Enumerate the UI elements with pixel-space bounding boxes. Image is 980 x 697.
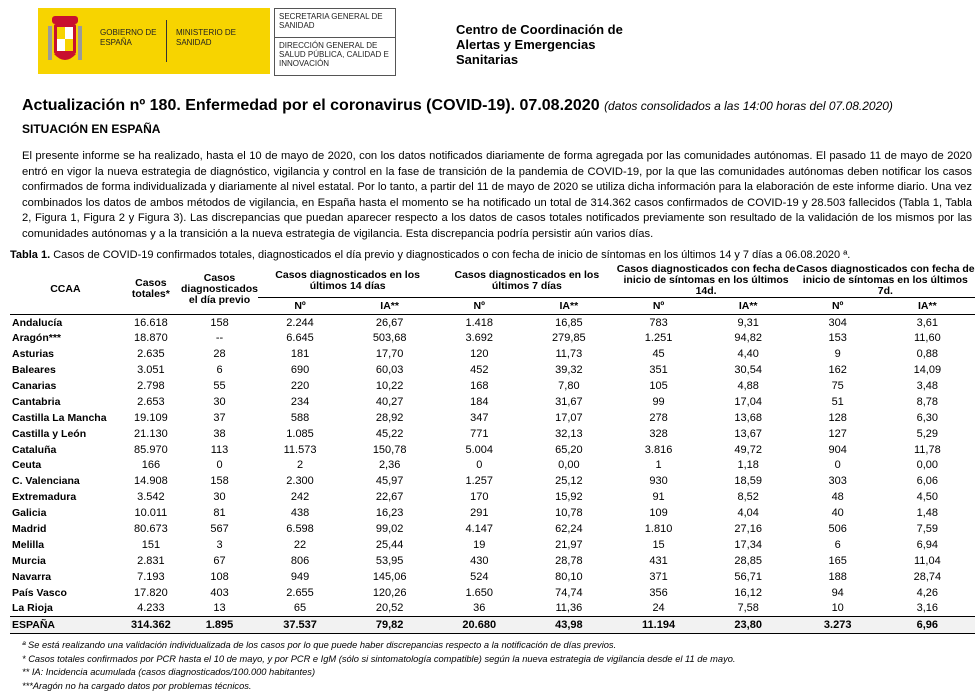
- table-cell: 99,02: [375, 523, 404, 536]
- table-cell: 2.798: [137, 380, 165, 392]
- ccaa-name: Madrid: [12, 523, 47, 536]
- table-cell: 51: [831, 395, 844, 408]
- table-cell: 65: [293, 602, 307, 615]
- table-row: [10, 410, 975, 426]
- table-cell: 37: [213, 411, 226, 424]
- gobierno-logo: [38, 8, 270, 74]
- ccaa-name: Navarra: [12, 570, 52, 583]
- table-row: [10, 601, 975, 617]
- table-cell: 28: [213, 348, 226, 361]
- table-cell: 9,31: [737, 316, 759, 329]
- table-cell: 4.147: [465, 523, 494, 536]
- title-main: Actualización nº 180. Enfermedad por el coronavirus (COVID-19). 07.08.2020: [22, 97, 600, 114]
- table-cell: 506: [828, 523, 847, 536]
- logo-divider: [166, 20, 167, 62]
- table-cell: 1.810: [644, 523, 673, 536]
- table-cell: 0,00: [916, 459, 939, 472]
- table-cell: 806: [290, 554, 310, 567]
- header-ia: IA**: [880, 298, 975, 315]
- table-cell: 328: [649, 427, 668, 440]
- table-cell: 188: [828, 570, 847, 583]
- table-row: [10, 315, 975, 331]
- table-cell: 6,94: [916, 538, 939, 551]
- table-cell: 91: [652, 491, 665, 504]
- table-cell: 3,48: [916, 380, 939, 392]
- table-cell: 99: [652, 395, 665, 408]
- table-cell: 21.130: [134, 427, 168, 440]
- table-cell: 1.085: [286, 427, 314, 440]
- table-cell: 15,92: [555, 491, 583, 504]
- table-cell: 4,88: [737, 380, 759, 392]
- total-cell: 11.194: [616, 616, 700, 633]
- table-cell: 24: [652, 602, 665, 615]
- table-cell: 3.542: [137, 491, 165, 504]
- table-cell: 22,67: [375, 491, 404, 504]
- ccaa-name: Andalucía: [12, 316, 63, 329]
- table-cell: 0: [834, 459, 841, 472]
- ccaa-name: Baleares: [12, 364, 56, 377]
- footnotes: [22, 639, 735, 693]
- table-cell: 14,09: [913, 364, 942, 377]
- centro-label: Centro de Coordinación de Alertas y Emergencias Sanitarias: [456, 22, 623, 67]
- table-row: [10, 362, 975, 378]
- table-row: [10, 394, 975, 410]
- document-header: [0, 0, 980, 85]
- total-row: [10, 616, 975, 633]
- table-cell: 45,97: [375, 475, 404, 488]
- table-cell: 80.673: [134, 523, 168, 536]
- table-cell: 7.193: [137, 570, 165, 583]
- table-cell: 1.251: [644, 332, 673, 345]
- table-cell: 8,78: [916, 395, 939, 408]
- table-cell: 30: [213, 491, 226, 504]
- table-cell: 304: [828, 316, 847, 329]
- table-cell: 930: [649, 475, 668, 488]
- table-cell: 105: [649, 380, 668, 392]
- table-row: [10, 489, 975, 505]
- table-cell: 28,74: [913, 570, 942, 583]
- table-cell: 690: [290, 364, 310, 377]
- table-cell: 371: [649, 570, 668, 583]
- table-cell: 3.692: [465, 332, 494, 345]
- table-cell: 6.598: [286, 523, 314, 536]
- table-cell: 3,61: [916, 316, 939, 329]
- table-cell: 128: [828, 411, 847, 424]
- table-cell: 303: [828, 475, 847, 488]
- table-cell: 56,71: [734, 570, 762, 583]
- table-cell: 588: [290, 411, 310, 424]
- table-cell: 162: [828, 364, 847, 377]
- table-cell: 55: [213, 380, 226, 392]
- table-cell: 120,26: [372, 586, 407, 599]
- table-cell: 150,78: [372, 443, 407, 456]
- total-cell: 6,96: [880, 616, 975, 633]
- table-cell: 26,67: [375, 316, 404, 329]
- table-cell: 278: [649, 411, 668, 424]
- table-cell: 40,27: [375, 395, 404, 408]
- table-cell: 6: [216, 364, 223, 377]
- table-cell: 2.655: [286, 586, 314, 599]
- table-cell: 16,23: [375, 507, 404, 520]
- table-cell: 67: [213, 554, 226, 567]
- table-cell: 145,06: [372, 570, 407, 583]
- table-cell: 8,52: [737, 491, 759, 504]
- table-caption-text: Casos de COVID-19 confirmados totales, diagnosticados el día previo y diagnosticados o con fecha de inicio de síntomas en los últimos 14 y 7 días a 06.08.2020 ª.: [50, 249, 851, 261]
- table-cell: 5,29: [916, 427, 939, 440]
- header-n: Nº: [437, 298, 521, 315]
- table-cell: 25,44: [375, 538, 404, 551]
- table-cell: 19: [473, 538, 486, 551]
- table-cell: 5.004: [465, 443, 494, 456]
- footnote: ***Aragón no ha cargado datos por problemas técnicos.: [22, 680, 252, 691]
- table-cell: 2.244: [286, 316, 314, 329]
- table-cell: 74,74: [555, 586, 583, 599]
- ministerio-label: MINISTERIO DE SANIDAD: [176, 28, 237, 47]
- table-cell: 2: [296, 459, 304, 472]
- table-cell: 31,67: [555, 395, 583, 408]
- table-cell: 166: [141, 459, 161, 472]
- table-cell: 108: [210, 570, 229, 583]
- table-cell: 28,78: [555, 554, 583, 567]
- section-title: SITUACIÓN EN ESPAÑA: [22, 122, 161, 136]
- table-caption-label: Tabla 1.: [10, 249, 51, 261]
- table-cell: 10,22: [375, 380, 404, 392]
- header-n: Nº: [796, 298, 880, 315]
- header-ia: IA**: [521, 298, 616, 315]
- table-cell: 4,04: [737, 507, 759, 520]
- ccaa-name: Extremadura: [12, 491, 77, 504]
- table-cell: 3.816: [644, 443, 673, 456]
- table-cell: 65,20: [555, 443, 583, 456]
- ccaa-name: Canarias: [12, 380, 57, 392]
- table-cell: 85.970: [134, 443, 168, 456]
- ccaa-name: C. Valenciana: [12, 475, 80, 488]
- table-cell: 81: [213, 507, 226, 520]
- ccaa-name: Asturias: [12, 348, 55, 361]
- table-cell: 4,26: [916, 586, 939, 599]
- table-cell: 430: [470, 554, 489, 567]
- table-row: [10, 585, 975, 601]
- direccion-label: DIRECCIÓN GENERAL DE SALUD PÚBLICA, CALIDAD E INNOVACIÓN: [279, 41, 389, 68]
- table-cell: 158: [210, 475, 229, 488]
- table-cell: 28,92: [375, 411, 404, 424]
- table-cell: 10: [831, 602, 844, 615]
- table-cell: 2.653: [137, 395, 165, 408]
- table-cell: 2,36: [378, 459, 401, 472]
- table-cell: 17,70: [375, 348, 404, 361]
- total-cell: 79,82: [342, 616, 437, 633]
- total-cell: 23,80: [701, 616, 796, 633]
- table-cell: 39,32: [555, 364, 583, 377]
- table-cell: 25,12: [555, 475, 583, 488]
- table-cell: 17,07: [555, 411, 583, 424]
- table-cell: 49,72: [734, 443, 762, 456]
- table-cell: 113: [210, 443, 229, 456]
- table-cell: 19.109: [134, 411, 168, 424]
- table-cell: 10,78: [555, 507, 583, 520]
- table-cell: 220: [290, 380, 310, 392]
- table-cell: 9: [834, 348, 841, 361]
- box-divider: [275, 37, 395, 38]
- ccaa-name: País Vasco: [12, 586, 67, 599]
- header-n: Nº: [616, 298, 700, 315]
- table-cell: 120: [470, 348, 489, 361]
- table-cell: 6,06: [916, 475, 939, 488]
- table-cell: 53,95: [375, 554, 404, 567]
- table-cell: 452: [470, 364, 489, 377]
- footnote: ª Se está realizando una validación individualizada de los casos por lo que puede haber discrepancias respecto a la notificación de días previos.: [22, 640, 617, 650]
- header-ia: IA**: [342, 298, 437, 315]
- table-cell: 75: [831, 380, 844, 392]
- table-cell: 60,03: [375, 364, 404, 377]
- table-cell: 17.820: [134, 586, 168, 599]
- ccaa-name: Melilla: [12, 538, 45, 551]
- table-row: [10, 553, 975, 569]
- table-cell: 771: [470, 427, 489, 440]
- table-cell: 45: [652, 348, 665, 361]
- secretaria-label: SECRETARIA GENERAL DE SANIDAD: [279, 12, 383, 30]
- table-cell: 1: [655, 459, 662, 472]
- table-cell: 16,85: [555, 316, 583, 329]
- table-cell: 80,10: [555, 570, 583, 583]
- table-row: [10, 473, 975, 489]
- table-cell: 1.418: [465, 316, 494, 329]
- report-title: [22, 97, 893, 115]
- ccaa-name: Castilla La Mancha: [12, 411, 107, 424]
- table-cell: 279,85: [552, 332, 586, 345]
- ccaa-name: Ceuta: [12, 459, 42, 472]
- table-cell: 11,78: [913, 443, 941, 456]
- ccaa-name: Castilla y León: [12, 427, 87, 440]
- table-cell: 4,50: [916, 491, 939, 504]
- ccaa-name: Cantabria: [12, 395, 61, 408]
- ccaa-name: La Rioja: [12, 602, 53, 615]
- table-cell: 10.011: [134, 507, 168, 520]
- table-cell: 13: [213, 602, 226, 615]
- table-cell: 3,16: [916, 602, 939, 615]
- table-cell: 11,73: [555, 348, 583, 361]
- table-cell: 1,48: [916, 507, 939, 520]
- table-cell: 567: [210, 523, 229, 536]
- table-row: [10, 378, 975, 394]
- table-cell: 6,30: [916, 411, 939, 424]
- table-cell: 351: [649, 364, 668, 377]
- ccaa-name: Galicia: [12, 507, 47, 520]
- table-cell: 62,24: [555, 523, 583, 536]
- table-cell: 6.645: [286, 332, 314, 345]
- ccaa-name: Cataluña: [12, 443, 57, 456]
- table-cell: 234: [290, 395, 310, 408]
- header-n: Nº: [258, 298, 342, 315]
- table-cell: 13,68: [734, 411, 762, 424]
- table-cell: 524: [470, 570, 489, 583]
- table-cell: 0,88: [916, 348, 939, 361]
- table-cell: 356: [649, 586, 668, 599]
- header-sint-14: Casos diagnosticados con fecha de inicio de síntomas en los últimos 14d.: [616, 263, 796, 297]
- table-cell: 403: [210, 586, 229, 599]
- table-cell: 94: [831, 586, 844, 599]
- footnote: * Casos totales confirmados por PCR hasta el 10 de mayo, y por PCR e IgM (sólo si sintomatología compatible) según la nueva estrategia de vigilancia desde el 11 de mayo.: [22, 653, 736, 664]
- table-cell: 1.650: [465, 586, 494, 599]
- table-cell: 4,40: [737, 348, 759, 361]
- ccaa-name: Murcia: [12, 554, 46, 567]
- table-cell: 0: [476, 459, 483, 472]
- header-ccaa: CCAA: [10, 264, 121, 315]
- table-cell: 18,59: [734, 475, 762, 488]
- table-cell: 20,52: [375, 602, 404, 615]
- total-label: ESPAÑA: [10, 616, 121, 633]
- total-cell: 43,98: [521, 616, 616, 633]
- table-cell: 438: [290, 507, 310, 520]
- table-cell: 32,13: [555, 427, 583, 440]
- table-cell: 30,54: [734, 364, 762, 377]
- footnote: ** IA: Incidencia acumulada (casos diagnosticados/100.000 habitantes): [22, 667, 316, 677]
- total-cell: 20.680: [437, 616, 521, 633]
- table-cell: 22: [293, 538, 307, 551]
- table-row: [10, 521, 975, 537]
- table-cell: 109: [649, 507, 668, 520]
- table-cell: 16,12: [734, 586, 762, 599]
- table-cell: 783: [649, 316, 668, 329]
- table-cell: 15: [652, 538, 665, 551]
- table-cell: 165: [828, 554, 847, 567]
- table-cell: 4.233: [137, 602, 165, 615]
- table-cell: 11,36: [555, 602, 583, 615]
- total-cell: 3.273: [796, 616, 880, 633]
- table-cell: 431: [649, 554, 668, 567]
- table-cell: 1.257: [465, 475, 494, 488]
- table-cell: 904: [828, 443, 847, 456]
- table-cell: 7,59: [916, 523, 939, 536]
- table-cell: 168: [470, 380, 489, 392]
- table-cell: 28,85: [734, 554, 762, 567]
- table-cell: 21,97: [555, 538, 583, 551]
- table-cell: 13,67: [734, 427, 762, 440]
- table-cell: 2.300: [286, 475, 314, 488]
- table-row: [10, 505, 975, 521]
- table-cell: 242: [290, 491, 310, 504]
- table-cell: 18.870: [134, 332, 168, 345]
- total-cell: 37.537: [258, 616, 342, 633]
- table-cell: 3: [216, 538, 223, 551]
- table-cell: 11,60: [913, 332, 941, 345]
- header-dia-previo: Casos diagnosticados el día previo: [181, 264, 258, 315]
- table-cell: 38: [213, 427, 226, 440]
- table-row: [10, 537, 975, 553]
- table-row: [10, 330, 975, 346]
- table-row: [10, 346, 975, 362]
- table-cell: 2.831: [137, 554, 165, 567]
- header-casos-totales: Casos totales*: [121, 264, 181, 315]
- table-cell: 27,16: [734, 523, 762, 536]
- intro-paragraph: El presente informe se ha realizado, hasta el 10 de mayo de 2020, con los datos notificados diariamente de forma agregada por las comunidades autónomas. El pasado 11 de mayo de 2020 entró en vigor la nueva estrategia de diagnóstico, vigilancia y control en la fase de transición de la pandemia de COVID-19, por la que las comunidades autónomas deben notificar los casos confirmados de forma individualizada y diariamente al nivel estatal. Por lo tanto, a partir del 11 de mayo de 2020 se utiliza dicha información para la elaboración de este informe diario. Una vez combinados los datos de ambos métodos de vigilancia, en España hasta el momento se ha notificado un total de 314.362 casos confirmados de COVID-19 y 28.503 fallecidos (Tabla 1, Tabla 2, Figura 1, Figura 2 y Figura 3). Las discrepancias que puedan aparecer respecto a los datos de casos totales notificados previamente son resultado de la validación de los mismos por las comunidades autónomas y a la transición a la nueva estrategia de vigilancia. Esta discrepancia podría persistir aún varios días.: [22, 150, 972, 240]
- total-cell: 314.362: [121, 616, 181, 633]
- table-row: [10, 426, 975, 442]
- table-cell: 30: [213, 395, 226, 408]
- table-cell: 1,18: [737, 459, 759, 472]
- table-cell: 17,04: [734, 395, 762, 408]
- table-cell: 16.618: [134, 316, 168, 329]
- table-cell: 94,82: [734, 332, 762, 345]
- table-cell: 181: [290, 348, 310, 361]
- table-body: [10, 315, 975, 634]
- table-cell: 158: [210, 316, 229, 329]
- table-cell: 11.573: [283, 443, 317, 456]
- table-cell: 14.908: [134, 475, 168, 488]
- covid-cases-table: [10, 264, 975, 634]
- secretaria-box: [274, 8, 396, 76]
- table-cell: 949: [290, 570, 310, 583]
- table-cell: 36: [473, 602, 486, 615]
- table-cell: 45,22: [375, 427, 404, 440]
- table-cell: 48: [831, 491, 844, 504]
- table-cell: 0,00: [558, 459, 580, 472]
- table-row: [10, 458, 975, 474]
- table-cell: 291: [470, 507, 489, 520]
- header-sint-7: Casos diagnosticados con fecha de inicio de síntomas en los últimos 7d.: [796, 263, 975, 297]
- table-cell: 184: [470, 395, 489, 408]
- table-cell: 170: [470, 491, 489, 504]
- table-cell: 17,34: [734, 538, 762, 551]
- table-cell: 0: [216, 459, 223, 472]
- table-row: [10, 442, 975, 458]
- table-cell: 7,80: [558, 380, 580, 392]
- table-row: [10, 569, 975, 585]
- header-diag-14: Casos diagnosticados en los últimos 14 días: [258, 264, 437, 298]
- table-cell: 127: [828, 427, 847, 440]
- table-caption: [10, 249, 850, 261]
- gobierno-label: GOBIERNO DE ESPAÑA: [100, 28, 157, 47]
- table-cell: 347: [470, 411, 489, 424]
- total-cell: 1.895: [181, 616, 258, 633]
- table-cell: 6: [834, 538, 841, 551]
- ccaa-name: Aragón***: [12, 332, 62, 345]
- table-cell: 7,58: [737, 602, 759, 615]
- coat-of-arms-icon: [48, 14, 82, 68]
- table-cell: 2.635: [137, 348, 165, 361]
- header-diag-7: Casos diagnosticados en los últimos 7 días: [437, 264, 616, 298]
- table-cell: 153: [828, 332, 847, 345]
- table-cell: 3.051: [137, 364, 165, 377]
- header-ia: IA**: [701, 298, 796, 315]
- table-cell: --: [215, 332, 224, 345]
- table-cell: 40: [831, 507, 844, 520]
- table-cell: 503,68: [372, 332, 407, 345]
- title-note: (datos consolidados a las 14:00 horas del 07.08.2020): [604, 99, 893, 113]
- table-cell: 151: [141, 538, 161, 551]
- table-cell: 11,04: [913, 554, 941, 567]
